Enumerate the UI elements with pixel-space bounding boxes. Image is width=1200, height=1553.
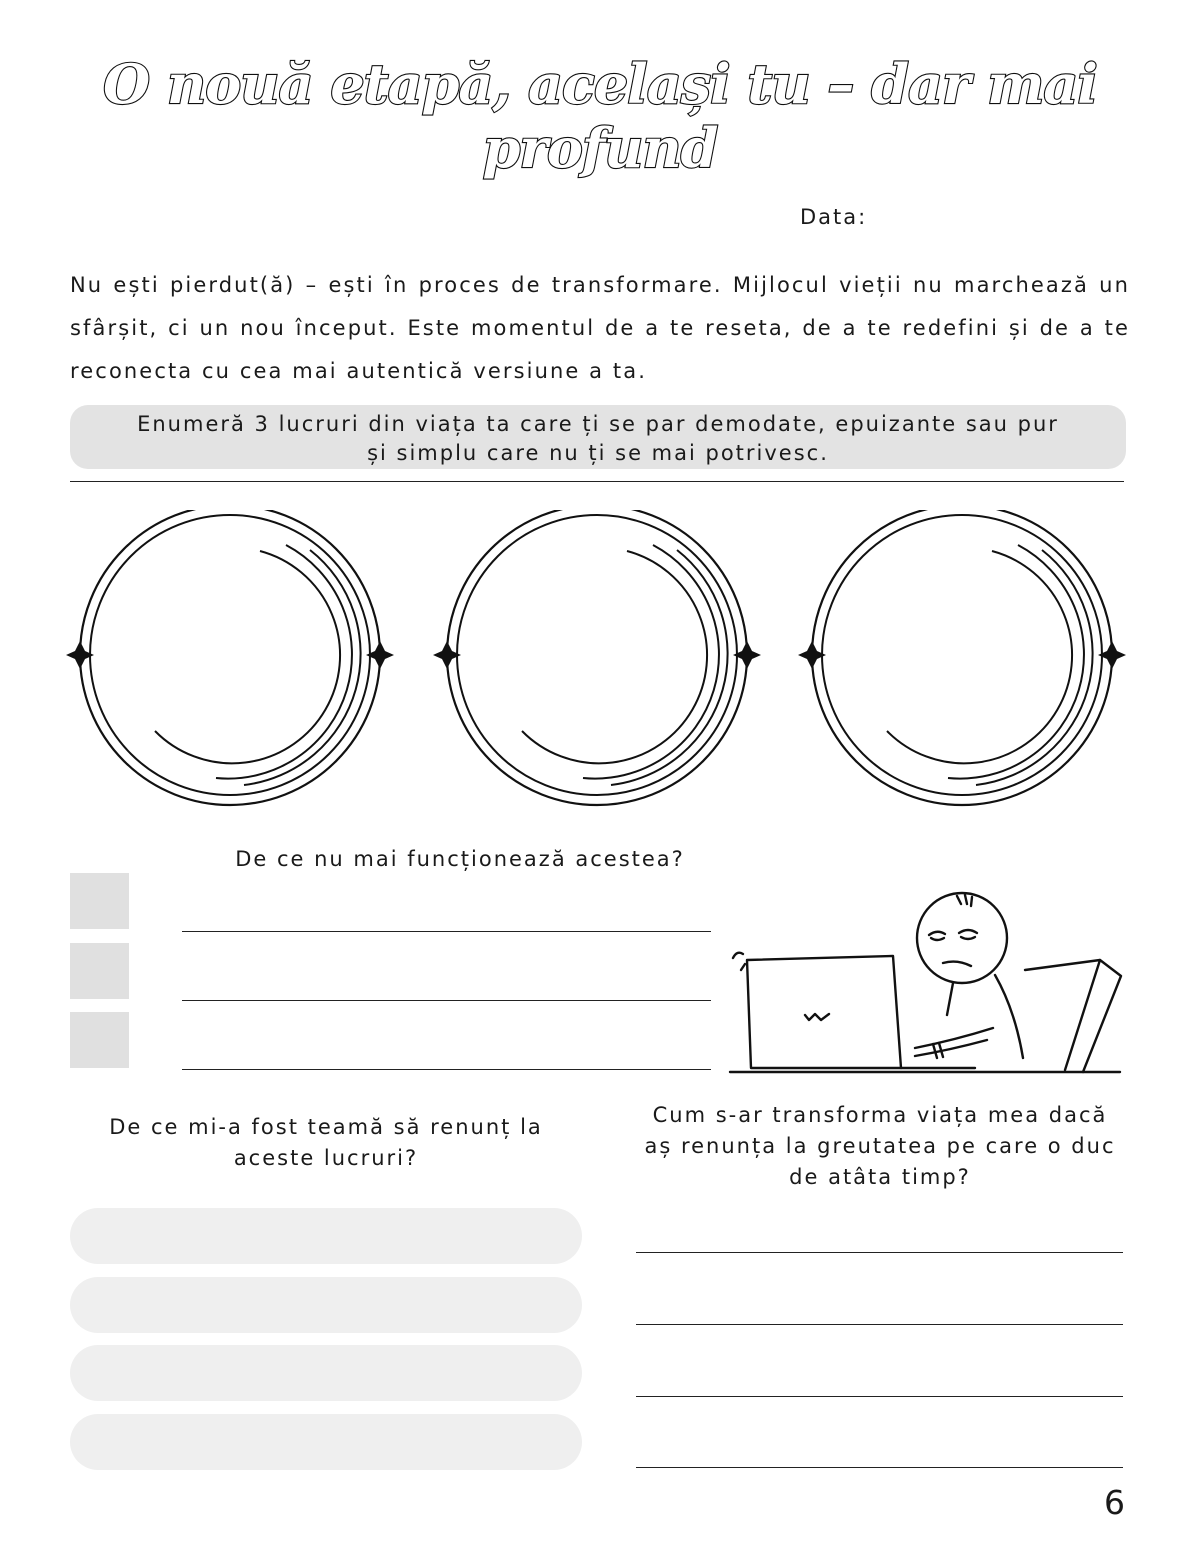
answer-line-transform-2[interactable] [636,1324,1123,1325]
question-transform [630,1100,1130,1193]
question-transform-line-2: aș renunța la greutatea pe care o duc [644,1134,1116,1158]
question-fear [70,1112,582,1174]
answer-line-why-3[interactable] [182,1069,711,1070]
checkbox-square-2[interactable] [70,943,129,999]
prompt-line-1: Enumeră 3 lucruri din viața ta care ți se par demodate, epuizante sau pur [137,412,1059,436]
page-number: 6 [1104,1483,1125,1522]
circle-frame-3 [798,510,1126,805]
question-why-not-working: De ce nu mai funcționează acestea? [235,847,685,871]
answer-pill-2[interactable] [70,1277,582,1333]
answer-line-why-1[interactable] [182,931,711,932]
answer-pill-1[interactable] [70,1208,582,1264]
question-fear-line-1: De ce mi-a fost teamă să renunț la [109,1115,543,1139]
prompt-line-2: și simplu care nu ți se mai potrivesc. [367,441,829,465]
circle-frame-2 [433,510,761,805]
answer-pill-4[interactable] [70,1414,582,1470]
question-fear-line-2: aceste lucruri? [233,1146,419,1170]
prompt-box [70,405,1126,469]
circle-frame-1 [66,510,394,805]
answer-line-why-2[interactable] [182,1000,711,1001]
question-transform-line-3: de atâta timp? [789,1165,971,1189]
question-transform-line-1: Cum s-ar transforma viața mea dacă [652,1103,1108,1127]
answer-pill-3[interactable] [70,1345,582,1401]
prompt-underline [70,481,1124,482]
answer-line-transform-3[interactable] [636,1396,1123,1397]
tired-person-at-laptop-illustration [725,880,1125,1080]
checkbox-square-3[interactable] [70,1012,129,1068]
page-title: O nouă etapă, același tu – dar mai profund [103,52,1097,180]
answer-line-transform-4[interactable] [636,1467,1123,1468]
intro-paragraph: Nu ești pierdut(ă) – ești în proces de transformare. Mijlocul vieții nu marchează un sfârșit, ci un nou început. Este momentul de a te reseta, de a te redefini și de a te reconecta cu cea mai autentică versiune a ta. [70,273,1130,383]
circle-frames-row [60,510,1140,810]
checkbox-square-1[interactable] [70,873,129,929]
answer-line-transform-1[interactable] [636,1252,1123,1253]
date-label: Data: [800,205,868,229]
